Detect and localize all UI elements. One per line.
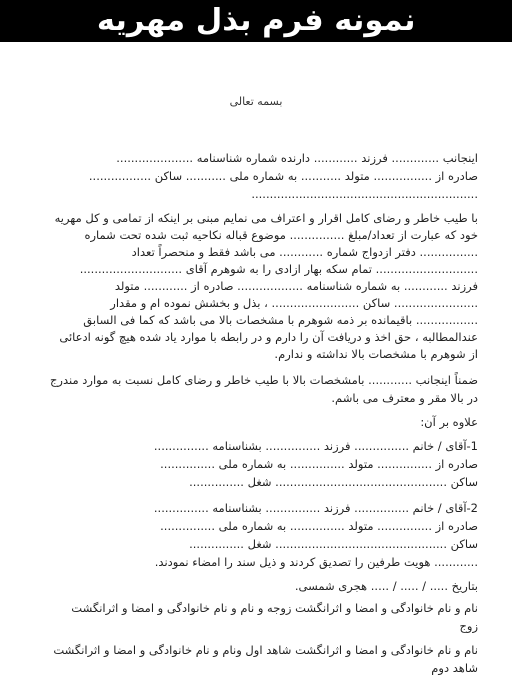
signature-line-3: نام و نام خانوادگی و امضا و اثرانگشت شاهد اول ونام و نام خانوادگی و امضا و اثرانگشت (53, 643, 478, 657)
declaration-line-2: خود که عبارت از تعداد/مبلغ ............... موضوع قباله نکاحیه ثبت شده تحت شماره (84, 228, 478, 242)
intro-line-2: صادره از ................ متولد ........... به شماره ملی ........... ساکن ................. (88, 169, 478, 183)
confirmation-line-1: ضمناً اینجانب ............ بامشخصات بالا با طیب خاطر و رضای کامل نسبت به موارد مندرج (50, 373, 478, 387)
signature-line-1: نام و نام خانوادگی و امضا و اثرانگشت زوجه و نام و نام خانوادگی و امضا و اثرانگشت (71, 601, 478, 615)
witness2-line-2: صادره از ............... متولد ............... به شماره ملی ............... (160, 519, 478, 533)
signature-line-2: زوج (459, 619, 478, 633)
witness1-line-2: صادره از ............... متولد ............... به شماره ملی ............... (160, 457, 478, 471)
intro-line-1: اینجانب ............. فرزند ............ دارنده شماره شناسنامه ..................... (116, 151, 478, 165)
declaration-line-8: عندالمطالبه ، حق اخذ و دریافت آن را دارم و در رابطه با موارد یاد شده هیچ گونه ادعائی (59, 330, 478, 344)
witness1-line-1: 1-آقای / خانم ............... فرزند ............... بشناسنامه ............... (153, 439, 478, 453)
intro-line-3: .............................................................. (251, 187, 478, 201)
declaration-line-1: با طیب خاطر و رضای کامل اقرار و اعتراف می نمایم مبنی بر اینکه از تمامی و کل مهریه (54, 211, 478, 225)
besides-heading: علاوه بر آن: (420, 415, 478, 429)
signature-line-4: شاهد دوم (431, 661, 478, 675)
declaration-line-5: فرزند ............ به شماره شناسنامه .................. صادره از ............ متولد (114, 279, 478, 293)
declaration-line-6: ....................... ساکن ........................ ، بذل و بخشش نموده ام و مقدار (110, 296, 478, 310)
declaration-line-4: ............................ تمام سکه بهار ازادی را به شوهرم آقای ............................ (79, 262, 478, 276)
basmala: بسمه تعالی (229, 95, 283, 108)
witness2-line-1: 2-آقای / خانم ............... فرزند ............... بشناسنامه ............... (153, 501, 478, 515)
witness2-line-3: ساکن ............................................... شغل ............... (189, 537, 478, 551)
date-line: بتاریخ ..... / ..... / ..... هجری شمسی. (294, 579, 478, 593)
witness1-line-3: ساکن ............................................... شغل ............... (189, 475, 478, 489)
confirmation-line-2: در بالا مقر و معترف می باشم. (331, 391, 478, 405)
declaration-line-9: از شوهرم با مشخصات بالا نداشته و ندارم. (274, 347, 478, 361)
verification-line: ............ هویت طرفین را تصدیق کردند و ذیل سند را امضاء نمودند. (154, 555, 478, 569)
declaration-line-7: ................. باقیمانده بر ذمه شوهرم با مشخصات بالا می باشد که کما فی السابق (83, 313, 478, 327)
page-title-banner (0, 0, 512, 42)
declaration-line-3: ................ دفتر ازدواج شماره ............ می باشد فقط و منحصراً تعداد (131, 245, 478, 259)
page-title: نمونه فرم بذل مهریه (96, 3, 416, 38)
